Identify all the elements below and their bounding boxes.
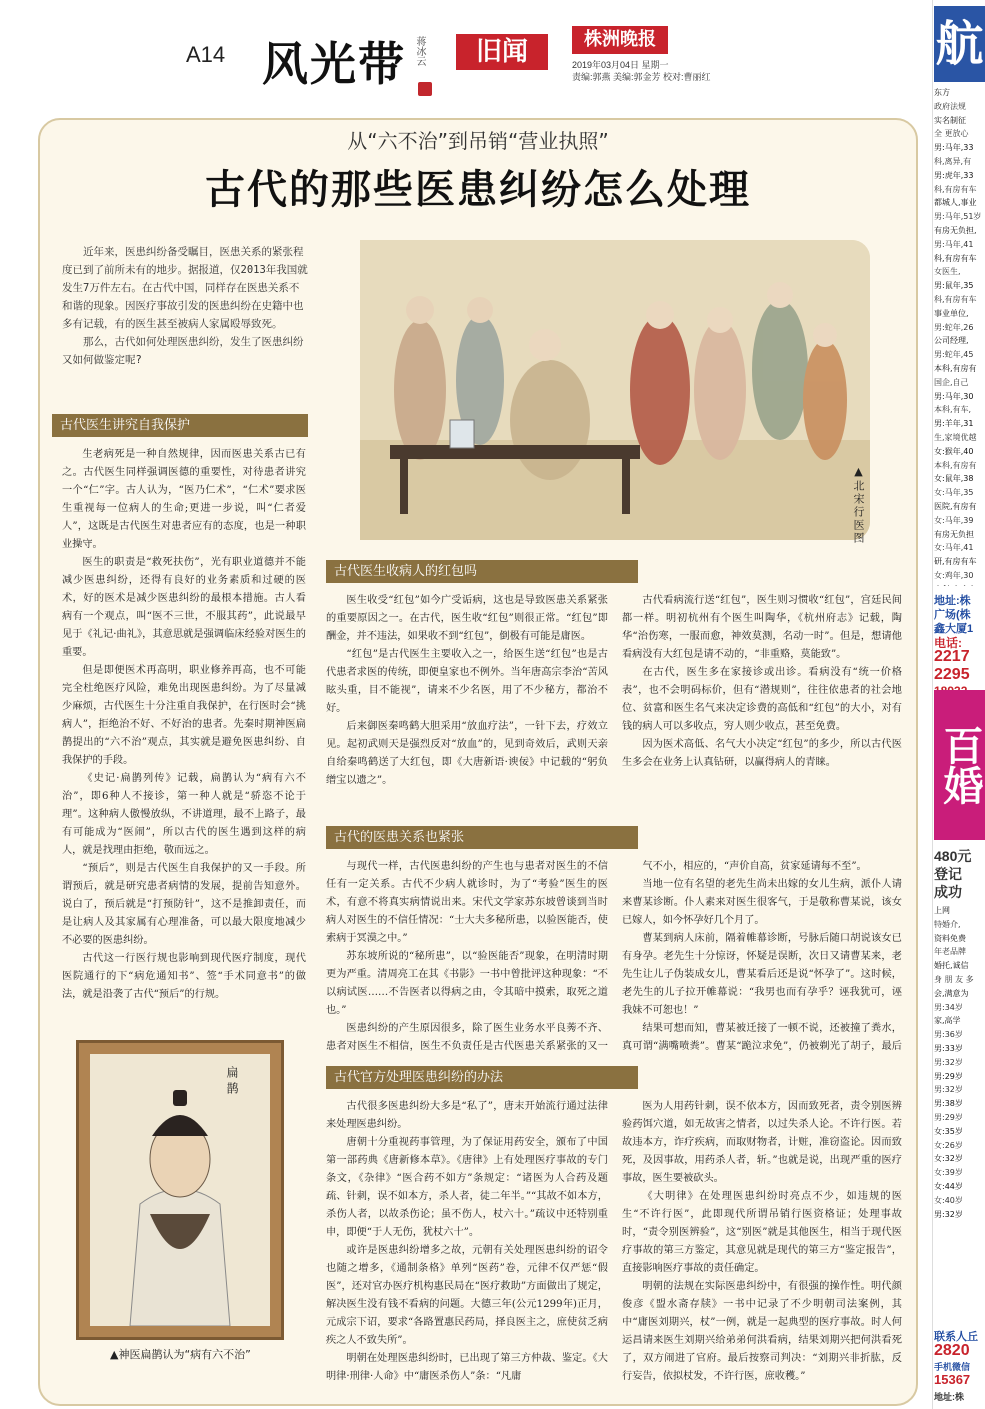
side-ad-line: 女:鸡年,30 xyxy=(934,570,974,580)
side-ad-line: 科,有房有车 xyxy=(934,253,977,263)
body-paragraph: 与现代一样，古代医患纠纷的产生也与患者对医生的不信任有一定关系。古代不少病人就诊时，为了“考验”医生的医术，有意不将真实病情说出来。宋代文学家苏东坡曾谈到当时病人对医生的不信任情况：“士大夫多秘所患，以验医能否，使索病于冥漠之中。” xyxy=(326,861,608,944)
side-ad-line: 登记 xyxy=(934,866,962,882)
body-paragraph: 或许是医患纠纷增多之故，元朝有关处理医患纠纷的诏令也随之增多，《通制条格》单列“医药”卷，元律不仅严惩“假医”，还对官办医疗机构惠民局在“医疗救助”方面做出了规定，解决医生没有钱不看病的问题。大德三年(公元1299年)正月，元成宗下诏，要求“各路置惠民药局，择良医主之，庶使贫乏病疾之人不致失所”。 xyxy=(326,1245,608,1346)
side-ad-line: 有房无负担, xyxy=(934,225,977,235)
side-ad-line: 男:马年,33 xyxy=(934,143,974,153)
body-paragraph: 生老病死是一种自然规律，因而医患关系古已有之。古代医生同样强调医德的重要性，对待患者讲究一个“仁”字。古人认为，“医乃仁术”，“仁术”要求医生重视每一位病人的生命;更进一步说，叫“仁者爱人”，这既是古代医生对患者应有的态度，也是一种职业操守。 xyxy=(62,449,306,550)
side-ad-line: 家,高学 xyxy=(934,1016,961,1026)
side-ad-line: 男:鼠年,35 xyxy=(934,281,974,291)
side-ad-line: 医院,有房有 xyxy=(934,501,977,511)
side-ad-line: 女:35岁 xyxy=(934,1126,963,1136)
article-headline: 古代的那些医患纠纷怎么处理 xyxy=(205,167,751,213)
side-ad-line: 本科,有房有 xyxy=(934,363,977,373)
section-badge: 旧闻 xyxy=(456,34,548,70)
side-ad-line: 女:40岁 xyxy=(934,1195,963,1205)
section-body-col-1 xyxy=(326,858,608,1054)
side-ad-line: 公司经理, xyxy=(934,336,969,346)
side-ad-address: 广场(株 xyxy=(934,609,971,621)
side-ad-title-2: 百婚 xyxy=(934,690,985,840)
section-body-col-2 xyxy=(622,592,902,812)
editor-signature: 蒋冰云 xyxy=(414,36,425,66)
side-ad-phone: 2217 xyxy=(934,648,970,665)
side-ad-address: 地址:株 xyxy=(934,1392,964,1402)
side-ad-listing xyxy=(934,86,985,586)
body-paragraph: 医患纠纷的产生原因很多，除了医生业务水平良莠不齐、患者对医生不相信，医生不负责任是古代医患关系紧张的又一 xyxy=(326,1023,608,1052)
side-ad-contact: 联系人丘 xyxy=(934,1331,978,1343)
body-paragraph: 明朝在处理医患纠纷时，已出现了第三方仲裁、鉴定。《大明律·刑律·人命》中“庸医杀伤人”条：“凡庸 xyxy=(326,1353,608,1382)
side-ad-line: 女:39岁 xyxy=(934,1168,963,1178)
illustration-caption: ▲北宋行医图 xyxy=(852,465,865,545)
portrait-svg xyxy=(90,1054,270,1326)
painting-svg xyxy=(360,240,870,540)
body-paragraph: 古代看病流行送“红包”，医生则习惯收“红包”，宫廷民间都一样。明初杭州有个医生叫陶华，《杭州府志》记载，陶华“治伤寒，一服而愈，神效莫测，名动一时”。但是，想请他看病没有大红包是请不动的，“非重赂，莫能致”。 xyxy=(622,595,902,660)
side-ad-line: 男:马年,30 xyxy=(934,391,974,401)
section-heading: 古代官方处理医患纠纷的办法 xyxy=(326,1066,638,1089)
side-ad-line xyxy=(934,583,985,586)
portrait-name-label: 扁鹊 xyxy=(225,1066,239,1098)
side-ad-line: 女:32岁 xyxy=(934,1154,963,1164)
body-paragraph: 医为人用药针刺，误不依本方，因而致死者，责令别医辨验药饵穴道，如无故害之情者，以过失杀人论。不许行医。若故违本方，诈疗疾病，而取财物者，计赃，准窃盗论。因而致死，及因事故，用药杀人者，斩。”也就是说，出现严重的医疗事故，医生要被砍头。 xyxy=(622,1101,902,1184)
side-ad-line: 研,有房有车 xyxy=(934,557,977,567)
body-paragraph: 古代这一行医行规也影响到现代医疗制度，现代医院通行的下“病危通知书”、签“手术同意书”的做法，就是沿袭了古代“预后”的行规。 xyxy=(62,953,306,1000)
side-ad-line: 480元 xyxy=(934,848,972,864)
body-paragraph: 《大明律》在处理医患纠纷时亮点不少，如违规的医生“不许行医”，此即现代所谓吊销行医资格证；处理事故时，“责令别医辨验”，这“别医”就是其他医生，相当于现代医疗事故的第三方鉴定，其意见就是现代的第三方“鉴定报告”，直接影响医疗事故的责任确定。 xyxy=(622,1191,902,1274)
side-ad-line: 女:马年,35 xyxy=(934,488,974,498)
side-ad-line: 男:马年,41 xyxy=(934,239,974,249)
side-ad-line: 男:32岁 xyxy=(934,1209,963,1219)
side-ad-line: 会,满意为 xyxy=(934,988,969,998)
portrait-image xyxy=(90,1054,270,1326)
side-ad-line: 有房无负担 xyxy=(934,529,974,539)
side-ad-line: 女医生, xyxy=(934,267,961,277)
side-ad-line: 本科,有房有 xyxy=(934,460,977,470)
body-paragraph: 医生收受“红包”如今广受诟病，这也是导致医患关系紧张的重要原因之一。在古代，医生收“红包”则很正常。“红包”即酬金，并不违法，如果收不到“红包”，倒极有可能是庸医。 xyxy=(326,595,608,642)
side-ad-line: 男:34岁 xyxy=(934,1002,963,1012)
body-paragraph: 医生的职责是“救死扶伤”，光有职业道德并不能减少医患纠纷，还得有良好的业务素质和过硬的医术，好的医术是减少医患纠纷的最根本措施。古人看病有一个观点，叫“医不三世，不服其药”，此说最早见于《礼记·曲礼》，其意思就是强调临床经验对医生的重要。 xyxy=(62,557,306,658)
side-ad-line: 成功 xyxy=(934,884,962,900)
side-ad-address: 地址:株 xyxy=(934,595,971,607)
body-paragraph: 当地一位有名望的老先生尚未出嫁的女儿生病，派仆人请来曹某诊断。仆人素来对医生很客气，于是敬称曹某说，该女已嫁人，如今怀孕好几个月了。 xyxy=(622,879,902,926)
side-ad-line: 男:羊年,31 xyxy=(934,419,974,429)
section-body-col-2 xyxy=(622,1098,902,1388)
side-ad-line: 男:29岁 xyxy=(934,1112,963,1122)
side-ad-line: 全 更放心 xyxy=(934,129,969,139)
section-body-col-1 xyxy=(326,592,608,812)
body-paragraph: “预后”，则是古代医生自我保护的又一手段。所谓预后，就是研究患者病情的发展，提前告知意外。说白了，预后就是“打预防针”，这不是推卸责任，而是让病人及其家属有心理准备，可以最大限度地减少不必要的医患纠纷。 xyxy=(62,863,306,946)
body-paragraph: 《史记·扁鹊列传》记载，扁鹊认为“病有六不治”，即6种人不接诊，第一种人就是“骄恣不论于理”。这种病人傲慢放纵，不讲道理，最不上路子，最有可能成为“医闹”，所以古代的医生遇到这样的病人，就是找理由拒绝，敬而远之。 xyxy=(62,773,306,856)
section-body-col-2 xyxy=(622,858,902,1054)
side-ad-line: 国企,自己 xyxy=(934,377,969,387)
side-ad-line: 手机微信 xyxy=(934,1362,971,1372)
side-ad-line: 科,离异,有 xyxy=(934,156,972,166)
side-ad-line: 男:蛇年,26 xyxy=(934,322,974,332)
side-ad-line: 年老品牌 xyxy=(934,947,966,957)
side-ad-line: 男:32岁 xyxy=(934,1085,963,1095)
body-paragraph: 后来御医秦鸣鹤大胆采用“放血疗法”，一针下去，疗效立见。起初武则天是强烈反对“放血”的，见到奇效后，武则天亲自给秦鸣鹤送了大红包，即《大唐新语·谀佞》中记载的“躬负缯宝以遗之”。 xyxy=(326,721,608,786)
side-ad-title: 航 xyxy=(934,6,985,82)
body-paragraph: 古代很多医患纠纷大多是“私了”，唐末开始流行通过法律来处理医患纠纷。 xyxy=(326,1101,608,1130)
side-ad-line: 男:33岁 xyxy=(934,1043,963,1053)
side-ad-line: 女:26岁 xyxy=(934,1140,963,1150)
section-body-col-1 xyxy=(326,1098,608,1388)
side-ad-line: 女:44岁 xyxy=(934,1181,963,1191)
side-ad-line: 女:马年,39 xyxy=(934,515,974,525)
body-paragraph xyxy=(622,1386,902,1388)
intro-paragraph: 近年来，医患纠纷备受瞩目，医患关系的紧张程度已到了前所未有的地步。据报道，仅2013年我国就发生7万件左右。在古代中国，同样存在医患关系不和谐的现象。因医疗事故引发的医患纠纷在史籍中也多有记载，有的医生甚至被病人家属殴辱致死。 xyxy=(62,246,308,330)
body-paragraph: 结果可想而知，曹某被迁接了一顿不说，还被撞了粪水，真可谓“满嘴喷粪”。曹某“跪泣求免”，仍被剃光了胡子，最后 xyxy=(622,1023,902,1052)
side-ad-line: 男:36岁 xyxy=(934,1030,963,1040)
section-body xyxy=(62,446,306,1036)
side-ad-line: 本科,有车, xyxy=(934,405,972,415)
side-ad-line: 男:29岁 xyxy=(934,1071,963,1081)
body-paragraph: 唐朝十分重视药事管理，为了保证用药安全，颁布了中国第一部药典《唐新修本草》。《唐律》上有处理医疗事故的专门条文，《杂律》“医合药不如方”条规定：“诸医为人合药及题疏、针刺，误不如本方，杀人者，徒二年半。”“其故不如本方，杀伤人者，以故杀伤论；虽不伤人，杖六十。”疏议中还特别重申，即便“于人无伤，犹杖六十”。 xyxy=(326,1137,608,1238)
side-ad-phone-label: 电话: xyxy=(934,636,962,650)
body-paragraph: 但是即便医术再高明，职业修养再高，也不可能完全杜绝医疗风险，难免出现医患纠纷。为了尽量减少麻烦，古代医生十分注重自我保护，在行医时会“挑病人”，拒绝治不好、不好治的患者。先秦时期神医扁鹊提出的“六不治”观点，其实就是避免医患纠纷、自我保护的手段。 xyxy=(62,665,306,766)
seal-icon xyxy=(418,82,432,96)
section-heading: 古代的医患关系也紧张 xyxy=(326,826,638,849)
body-paragraph: 曹某到病人床前，隔着帷幕诊断，号脉后随口胡说该女已有身孕。老先生十分惊讶，怀疑是误断，次日又请曹某来，老先生让儿子伪装成女儿，曹某看后还是说“怀孕了”。这时候，老先生的儿子拉开帷幕说：“我男也而有孕乎？诬我犹可，诬我妹不可恕也！” xyxy=(622,933,902,1016)
section-heading: 古代医生讲究自我保护 xyxy=(52,414,308,437)
portrait-caption: ▲神医扁鹊认为“病有六不治” xyxy=(110,1348,251,1361)
side-ad-line: 东方 xyxy=(934,88,950,97)
side-ad-line: 男:马年,51岁 xyxy=(934,212,982,222)
body-paragraph: 因为医术高低、名气大小决定“红包”的多少，所以古代医生多会在业务上认真钻研，以赢得病人的青睐。 xyxy=(622,739,902,768)
section-heading: 古代医生收病人的红包吗 xyxy=(326,560,638,583)
side-ad-line: 女:鼠年,38 xyxy=(934,474,974,484)
side-ad-line: 婚托,诚信 xyxy=(934,961,969,971)
body-paragraph: 苏东坡所说的“秘所患”，以“验医能否”现象，在明清时期更为严重。清周亮工在其《书影》一书中曾批评这种现象：“不以病试医……不告医者以得病之由，令其暗中摸索，取死之道也。” xyxy=(326,951,608,1016)
article-subtitle: 从“六不治”到吊销“营业执照” xyxy=(347,129,609,153)
body-paragraph: 在古代，医生多在家接诊或出诊。看病没有“统一价格表”，也不会明码标价，但有“潜规则”，往往依患者的社会地位、贫富和医生名气来决定诊费的高低和“红包”的大小，对有钱的病人可以多收点，穷人则少收点，甚至免费。 xyxy=(622,667,902,732)
side-ad-line: 身 朋 友 多 xyxy=(934,974,974,984)
side-ad-line: 实名制征 xyxy=(934,115,966,125)
side-ad-line: 政府法规 xyxy=(934,101,966,111)
issue-staff: 责编:郭燕 美编:郭金芳 校对:曹丽红 xyxy=(572,72,711,82)
side-ad-line: 生,家境优越 xyxy=(934,432,977,442)
side-ad-line: 女:马年,41 xyxy=(934,543,974,553)
side-ad-line: 特婚介, xyxy=(934,919,961,929)
newspaper-name: 株洲晚报 xyxy=(572,26,668,54)
side-ad-line: 男:虎年,33 xyxy=(934,170,974,180)
page-number: A14 xyxy=(186,42,226,67)
side-ad-line: 男:蛇年,45 xyxy=(934,350,974,360)
side-ad-line: 科,有房有车 xyxy=(934,184,977,194)
painting-illustration xyxy=(360,240,870,540)
side-ad-line: 都城人,事业 xyxy=(934,198,977,208)
side-ad-line: 资料免费 xyxy=(934,933,966,943)
side-ad-line: 女:猴年,40 xyxy=(934,446,974,456)
side-ad-line: 男:32岁 xyxy=(934,1057,963,1067)
side-ad-phone: 2295 xyxy=(934,666,970,683)
side-ad-listing xyxy=(934,904,985,1222)
side-ad-line: 科,有房有车 xyxy=(934,294,977,304)
column-title: 风光带 xyxy=(262,37,406,91)
side-ad-address: 鑫大厦1 xyxy=(934,623,974,635)
side-ad-phone: 15367 xyxy=(934,1372,971,1387)
side-ad-phone: 2820 xyxy=(934,1342,970,1359)
side-ad-line: 上网 xyxy=(934,906,950,915)
body-paragraph: 气不小，相应的，“声价自高，贫家延请每不至”。 xyxy=(642,861,867,872)
side-ad-line: 事业单位, xyxy=(934,308,969,318)
article-intro xyxy=(62,243,308,369)
body-paragraph: 明朝的法规在实际医患纠纷中，有很强的操作性。明代颜俊彦《盟水斋存牍》一书中记录了不少明朝司法案例，其中“庸医刘期兴，杖”一例，就是一起典型的医疗事故。时人何运昌请来医生刘期兴给弟弟何洪看病，结果刘期兴把何洪看死了，双方闹进了官府。最后按察司判决：“刘期兴非折肱，反行妄告，依拟杖发，不许行医，庶收穫。” xyxy=(622,1281,902,1382)
body-paragraph: “红包”是古代医生主要收入之一，给医生送“红包”也是古代患者求医的传统，即便皇家也不例外。当年唐高宗李治“苦风眩头重，目不能视”，请来不少名医，用了不少秘方，都治不好。 xyxy=(326,649,608,714)
issue-date: 2019年03月04日 星期一 xyxy=(572,60,669,70)
intro-paragraph: 那么，古代如何处理医患纠纷，发生了医患纠纷又如何做鉴定呢? xyxy=(62,336,304,366)
side-ad-line: 男:38岁 xyxy=(934,1099,963,1109)
